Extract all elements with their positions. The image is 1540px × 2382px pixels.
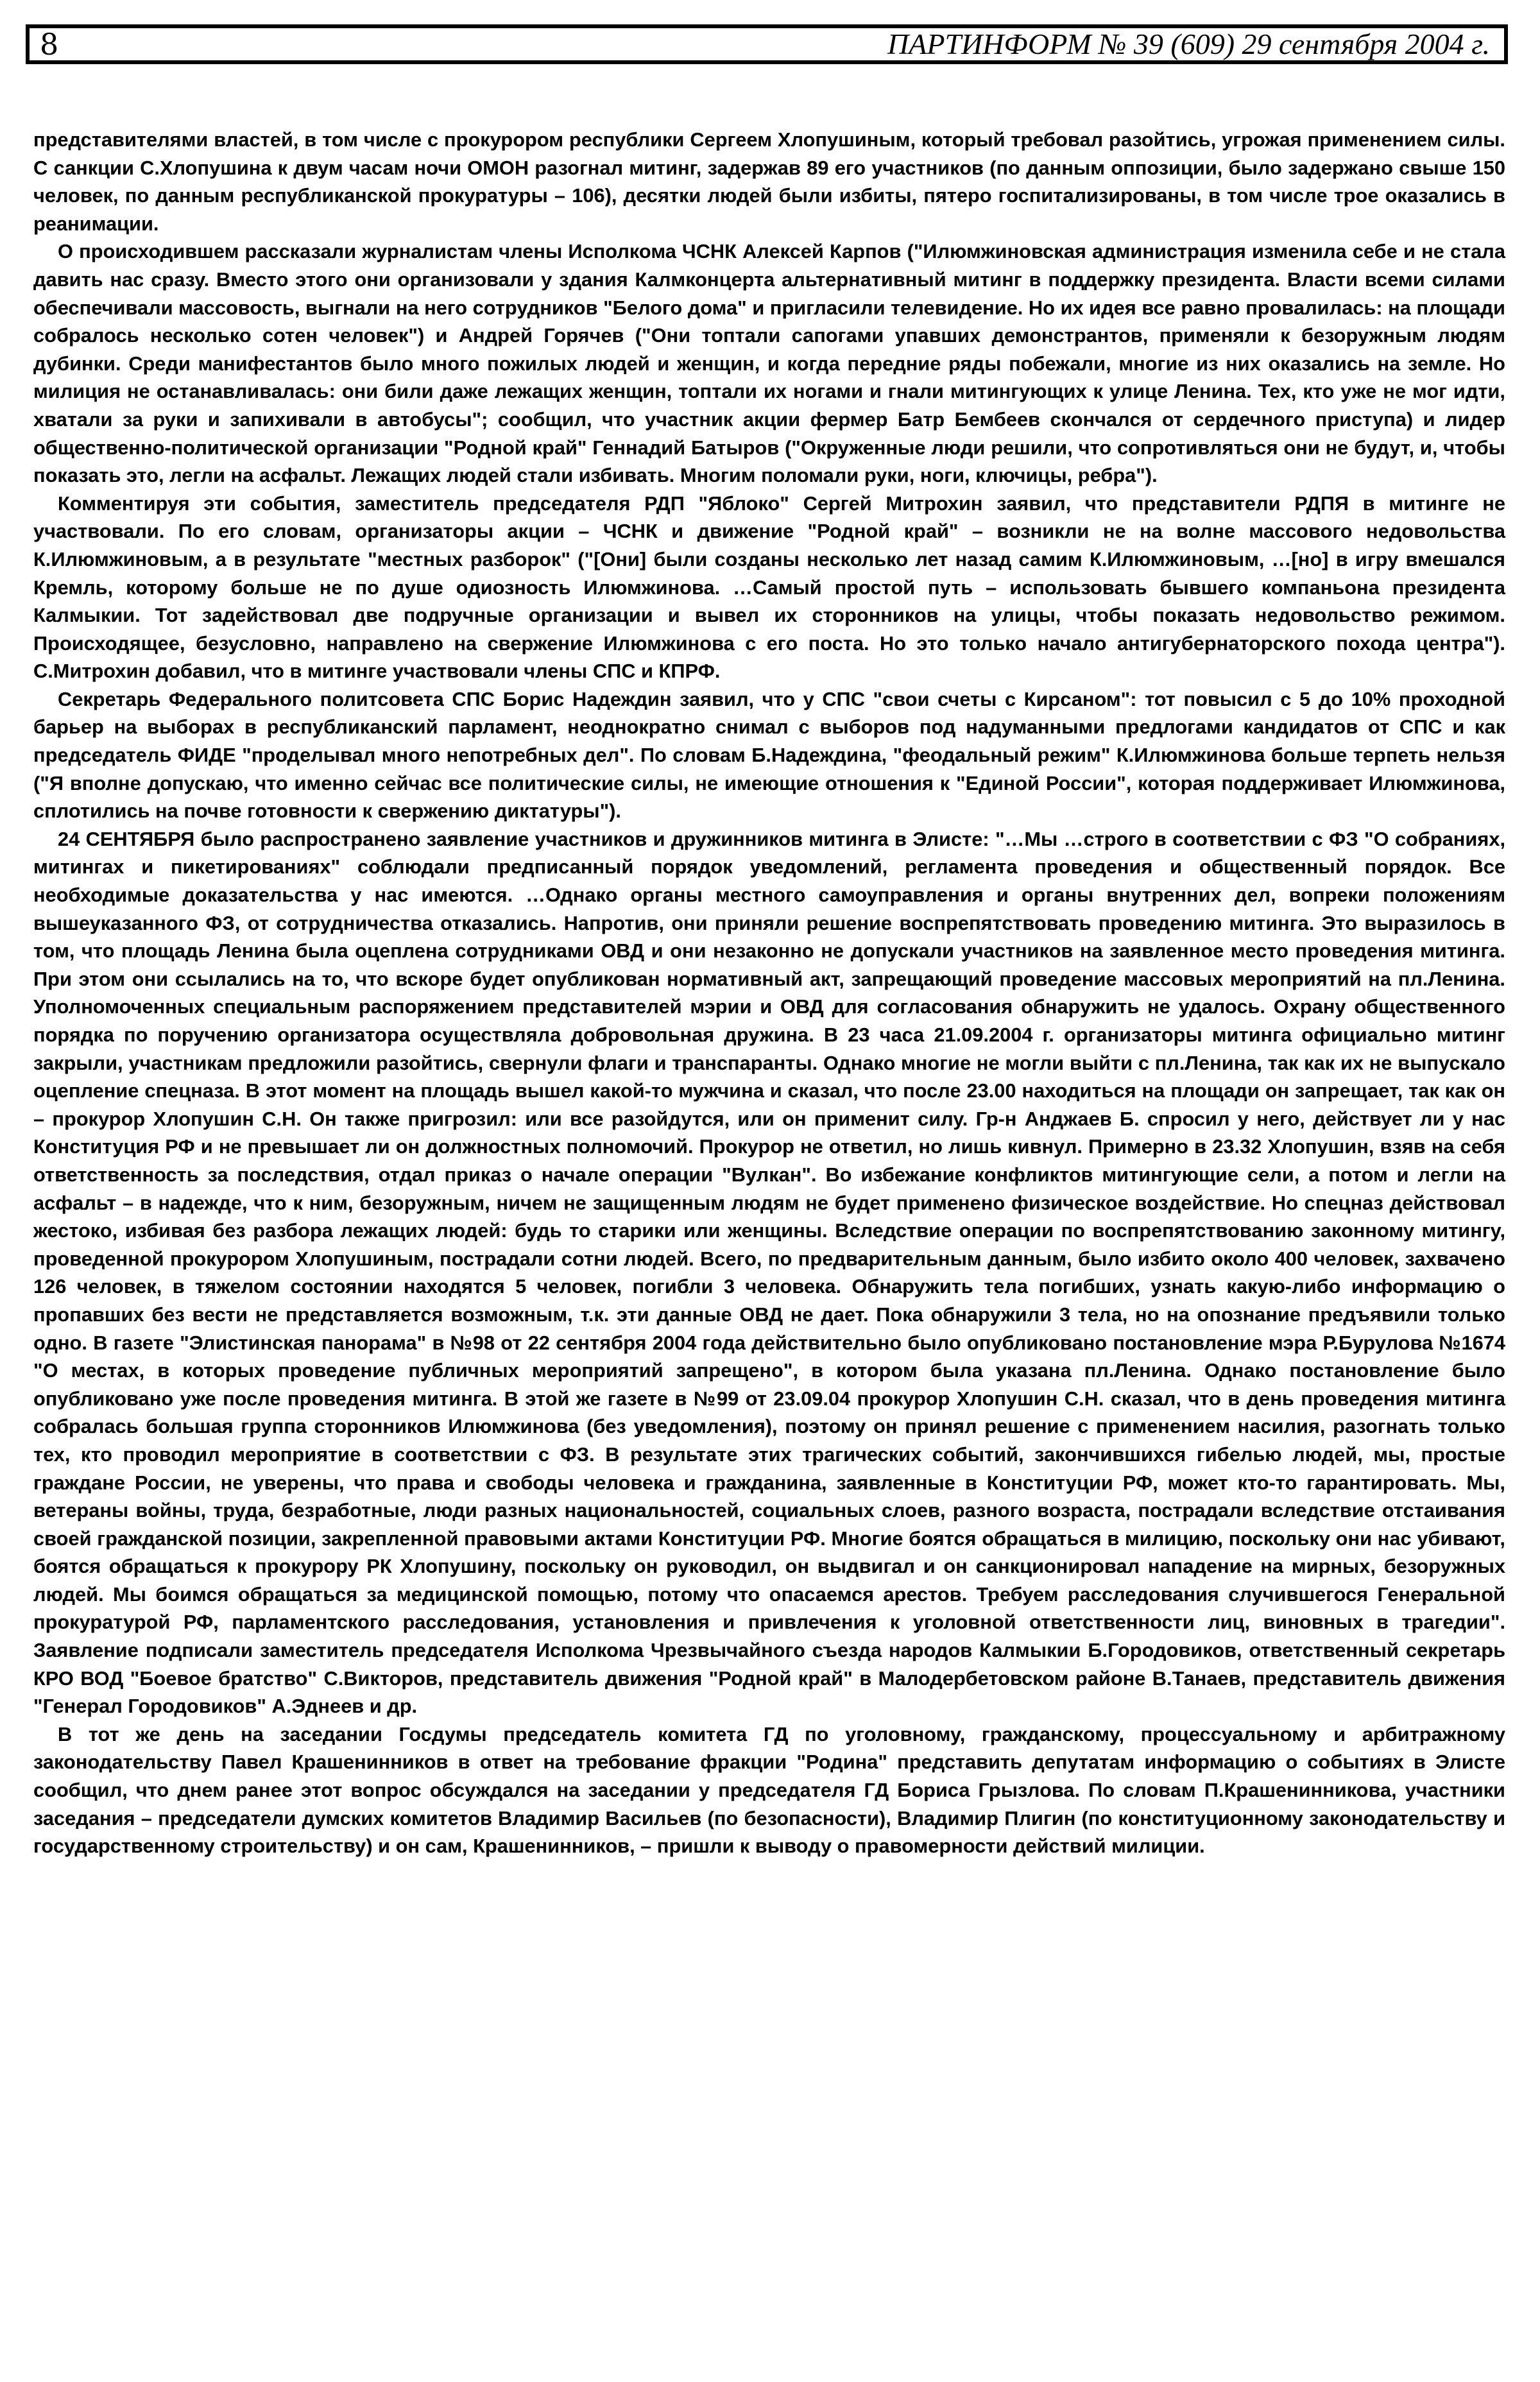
article-paragraph: Комментируя эти события, заместитель председателя РДП "Яблоко" Сергей Митрохин заявил, что представители РДПЯ в митинге не участвовали. По его словам, организаторы акции – ЧСНК и движение "Родной край" – возникли не на волне массового недовольства К.Илюмжиновым, а в результате "местных разборок" ("[Они] были созданы несколько лет назад самим К.Илюмжиновым, …[но] в игру вмешался Кремль, которому больше не по душе одиозность Илюмжинова. …Самый простой путь – использовать бывшего компаньона президента Калмыкии. Тот задействовал две подручные организации и вывел их сторонников на улицы, чтобы показать недовольство режимом. Происходящее, безусловно, направлено на свержение Илюмжинова с его поста. Но это только начало антигубернаторского похода центра"). С.Митрохин добавил, что в митинге участвовали члены СПС и КПРФ. (33, 492, 1505, 683)
article-paragraph: представителями властей, в том числе с прокурором республики Сергеем Хлопушиным, который требовал разойтись, угрожая применением силы. С санкции С.Хлопушина к двум часам ночи ОМОН разогнал митинг, задержав 89 его участников (по данным оппозиции, было задержано свыше 150 человек, по данным республиканской прокуратуры – 106), десятки людей были избиты, пятеро госпитализированы, в том числе трое оказались в реанимации. (33, 128, 1505, 235)
article-paragraph: 24 СЕНТЯБРЯ было распространено заявление участников и дружинников митинга в Элисте: "…Мы …строго в соответствии с ФЗ "О собраниях, митингах и пикетированиях" соблюдали предписанный порядок уведомлений, регламента проведения и общественный порядок. Все необходимые доказательства у нас имеются. …Однако органы местного самоуправления и органы внутренних дел, вопреки положениям вышеуказанного ФЗ, от сотрудничества отказались. Напротив, они приняли решение воспрепятствовать проведению митинга. Это выразилось в том, что площадь Ленина была оцеплена сотрудниками ОВД и они незаконно не допускали участников на заявленное место проведения митинга. При этом они ссылались на то, что вскоре будет опубликован нормативный акт, запрещающий проведение массовых мероприятий на пл.Ленина. Уполномоченных специальным распоряжением представителей мэрии и ОВД для согласования обнаружить не удалось. Охрану общественного порядка по поручению организатора осуществляла добровольная дружина. В 23 часа 21.09.2004 г. организаторы митинга официально митинг закрыли, участникам предложили разойтись, свернули флаги и транспаранты. Однако многие не могли выйти с пл.Ленина, так как их не выпускало оцепление спецназа. В этот момент на площадь вышел какой-то мужчина и сказал, что после 23.00 находиться на площади он запрещает, так как он – прокурор Хлопушин С.Н. Он также пригрозил: или все разойдутся, или он применит силу. Гр-н Анджаев Б. спросил у него, действует ли у нас Конституция РФ и не превышает ли он должностных полномочий. Прокурор не ответил, но лишь кивнул. Примерно в 23.32 Хлопушин, взяв на себя ответственность за последствия, отдал приказ о начале операции "Вулкан". Во избежание конфликтов митингующие сели, а потом и легли на асфальт – в надежде, что к ним, безоружным, ничем не защищенным людям не будет применено физическое воздействие. Но спецназ действовал жестоко, избивая без разбора лежащих людей: будь то старики или женщины. Вследствие операции по воспрепятствованию законному митингу, проведенной прокурором Хлопушиным, пострадали сотни людей. Всего, по предварительным данным, было избито около 400 человек, захвачено 126 человек, в тяжелом состоянии находятся 5 человек, погибли 3 человека. Обнаружить тела погибших, узнать какую-либо информацию о пропавших без вести не представляется возможным, т.к. эти данные ОВД не дает. Пока обнаружили 3 тела, но на опознание предъявили только одно. В газете "Элистинская панорама" в №98 от 22 сентября 2004 года действительно было опубликовано постановление мэра Р.Бурулова №1674 "О местах, в которых проведение публичных мероприятий запрещено", в котором была указана пл.Ленина. Однако постановление было опубликовано уже после проведения митинга. В этой же газете в №99 от 23.09.04 прокурор Хлопушин С.Н. сказал, что в день проведения митинга собралась большая группа сторонников Илюмжинова (без уведомления), поэтому он принял решение с применением насилия, разогнать только тех, кто проводил мероприятие в соответствии с ФЗ. В результате этих трагических событий, закончившихся гибелью людей, мы, простые граждане России, не уверены, что права и свободы человека и гражданина, заявленные в Конституции РФ, может кто-то гарантировать. Мы, ветераны войны, труда, безработные, люди разных национальностей, социальных слоев, разного возраста, пострадали вследствие отстаивания своей гражданской позиции, закрепленной правовыми актами Конституции РФ. Многие боятся обращаться в милицию, поскольку они нас убивают, боятся обращаться к прокурору РК Хлопушину, поскольку он руководил, он выдвигал и он санкционировал нападение на мирных, безоружных людей. Мы боимся обращаться за медицинской помощью, потому что опасаемся арестов. Требуем расследования случившегося Генеральной прокуратурой РФ, парламентского расследования, установления и привлечения к уголовной ответственности лиц, виновных в трагедии". Заявление подписали заместитель председателя Исполкома Чрезвычайного съезда народов Калмыкии Б.Городовиков, ответственный секретарь КРО ВОД "Боевое братство" С.Викторов, представитель движения "Родной край" в Малодербетовском районе В.Танаев, представитель движения "Генерал Городовиков" А.Эднеев и др. (33, 827, 1505, 1718)
page-header (26, 24, 1508, 64)
article-paragraph: Секретарь Федерального политсовета СПС Борис Надеждин заявил, что у СПС "свои счеты с Кирсаном": тот повысил с 5 до 10% проходной барьер на выборах в республиканский парламент, неоднократно снимал с выборов под надуманными предлогами кандидатов от СПС и как председатель ФИДЕ "проделывал много непотребных дел". По словам Б.Надеждина, "феодальный режим" К.Илюмжинова больше терпеть нельзя ("Я вполне допускаю, что именно сейчас все политические силы, не имеющие отношения к "Единой России", которая поддерживает Илюмжинова, сплотились на почве готовности к свержению диктатуры"). (33, 687, 1505, 823)
page-number: 8 (40, 27, 59, 62)
issue-line: ПАРТИНФОРМ № 39 (609) 29 сентября 2004 г. (887, 28, 1490, 60)
article-paragraph: В тот же день на заседании Госдумы председатель комитета ГД по уголовному, гражданскому, процессуальному и арбитражному законодательству Павел Крашенинников в ответ на требование фракции "Родина" представить депутатам информацию о событиях в Элисте сообщил, что днем ранее этот вопрос обсуждался на заседании у председателя ГД Бориса Грызлова. По словам П.Крашенинникова, участники заседания – председатели думских комитетов Владимир Васильев (по безопасности), Владимир Плигин (по конституционному законодательству и государственному строительству) и он сам, Крашенинников, – пришли к выводу о правомерности действий милиции. (33, 1722, 1505, 1858)
article-body (33, 126, 1505, 1860)
article-paragraph: О происходившем рассказали журналистам члены Исполкома ЧСНК Алексей Карпов ("Илюмжиновская администрация изменила себе и не стала давить нас сразу. Вместо этого они организовали у здания Калмконцерта альтернативный митинг в поддержку президента. Власти всеми силами обеспечивали массовость, выгнали на него сотрудников "Белого дома" и пригласили телевидение. Но их идея все равно провалилась: на площади собралось несколько сотен человек") и Андрей Горячев ("Они топтали сапогами упавших демонстрантов, применяли к безоружным людям дубинки. Среди манифестантов было много пожилых людей и женщин, и когда передние ряды побежали, многие из них оказались на земле. Но милиция не останавливалась: они били даже лежащих женщин, топтали их ногами и гнали митингующих к улице Ленина. Тех, кто уже не мог идти, хватали за руки и запихивали в автобусы"; сообщил, что участник акции фермер Батр Бембеев скончался от сердечного приступа) и лидер общественно-политической организации "Родной край" Геннадий Батыров ("Окруженные люди решили, что сопротивляться они не будут, и, чтобы показать это, легли на асфальт. Лежащих людей стали избивать. Многим поломали руки, ноги, ключицы, ребра"). (33, 240, 1505, 487)
